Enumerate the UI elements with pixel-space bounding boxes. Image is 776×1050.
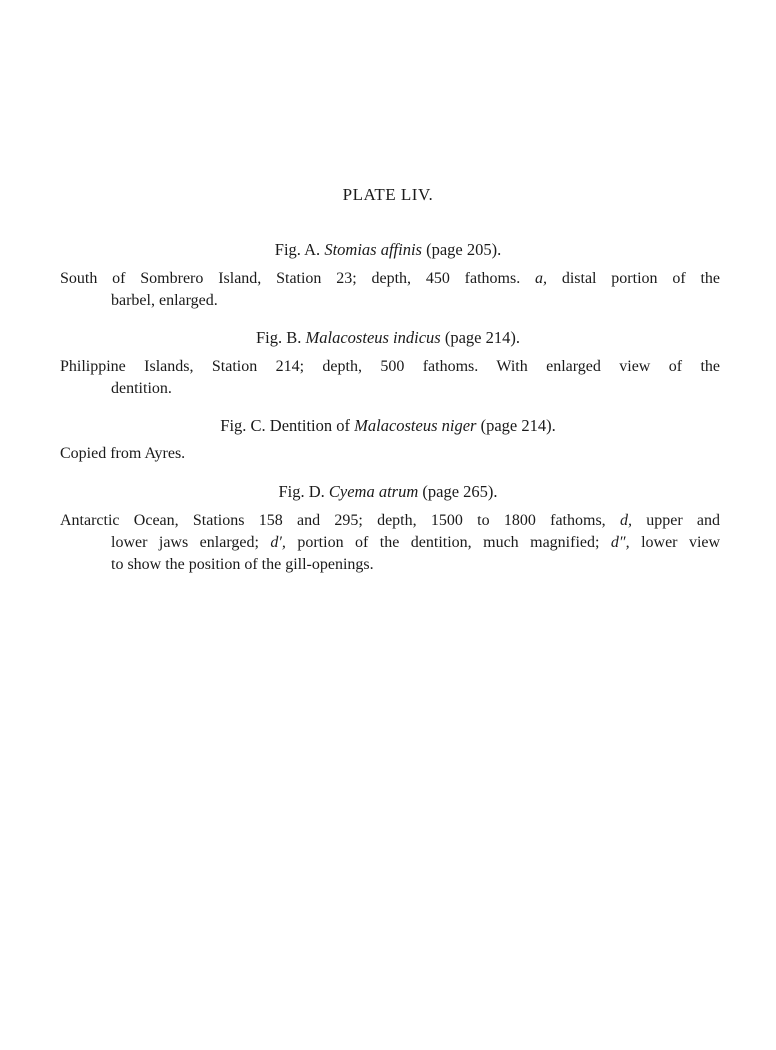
- fig-a-desc-line1-italic: a,: [535, 270, 548, 287]
- fig-d-description: [60, 510, 720, 576]
- fig-c-desc-line1: Copied from Ayres.: [60, 445, 186, 462]
- fig-d-species: Cyema atrum: [328, 482, 419, 501]
- fig-b-desc-line1: Philippine Islands, Station 214; depth, 500 fathoms. With enlarged view of the: [60, 358, 720, 375]
- fig-a-heading: [0, 240, 776, 260]
- fig-a-desc-line1-pre: South of Sombrero Island, Station 23; depth, 450 fathoms.: [60, 270, 521, 287]
- fig-c-prefix: Fig. C. Dentition of: [220, 416, 350, 435]
- fig-d-desc-line2-post: lower view: [641, 534, 721, 551]
- fig-d-desc-line3: to show the position of the gill-openings.: [111, 556, 374, 573]
- fig-d-prefix: Fig. D.: [278, 482, 325, 501]
- fig-d-desc-line2-italic: d′,: [270, 534, 286, 551]
- fig-c-heading: [0, 416, 776, 436]
- fig-d-desc-line2-pre: lower jaws enlarged;: [111, 534, 259, 551]
- fig-d-desc-line1: [60, 510, 720, 532]
- fig-a-desc-line2: barbel, enlarged.: [111, 292, 218, 309]
- fig-a-prefix: Fig. A.: [274, 240, 321, 259]
- fig-d-page-ref: (page 265).: [422, 482, 498, 501]
- fig-b-description: [60, 356, 720, 400]
- fig-b-species: Malacosteus indicus: [305, 328, 441, 347]
- fig-d-heading: [0, 482, 776, 502]
- fig-b-desc-line2: dentition.: [111, 380, 172, 397]
- plate-title: PLATE LIV.: [342, 185, 434, 204]
- fig-d-desc-line2-mid: portion of the dentition, much magnified;: [297, 534, 600, 551]
- fig-c-page-ref: (page 214).: [480, 416, 556, 435]
- fig-d-desc-line1-post: upper and: [646, 512, 721, 529]
- fig-c-species: Malacosteus niger: [354, 416, 477, 435]
- fig-b-page-ref: (page 214).: [444, 328, 520, 347]
- fig-c-description: [60, 443, 720, 465]
- fig-a-desc-line1-post: distal portion of the: [561, 270, 721, 287]
- fig-a-species: Stomias affinis: [324, 240, 422, 259]
- fig-a-description: [60, 268, 720, 312]
- fig-a-desc-line1: [60, 268, 720, 290]
- fig-d-desc-line1-italic: d,: [619, 512, 632, 529]
- fig-d-desc-line2-italic2: d″,: [610, 534, 630, 551]
- fig-d-desc-line1-pre: Antarctic Ocean, Stations 158 and 295; depth, 1500 to 1800 fathoms,: [60, 512, 606, 529]
- fig-d-desc-line2: [60, 532, 720, 554]
- fig-a-page-ref: (page 205).: [426, 240, 502, 259]
- fig-b-prefix: Fig. B.: [256, 328, 302, 347]
- fig-b-heading: [0, 328, 776, 348]
